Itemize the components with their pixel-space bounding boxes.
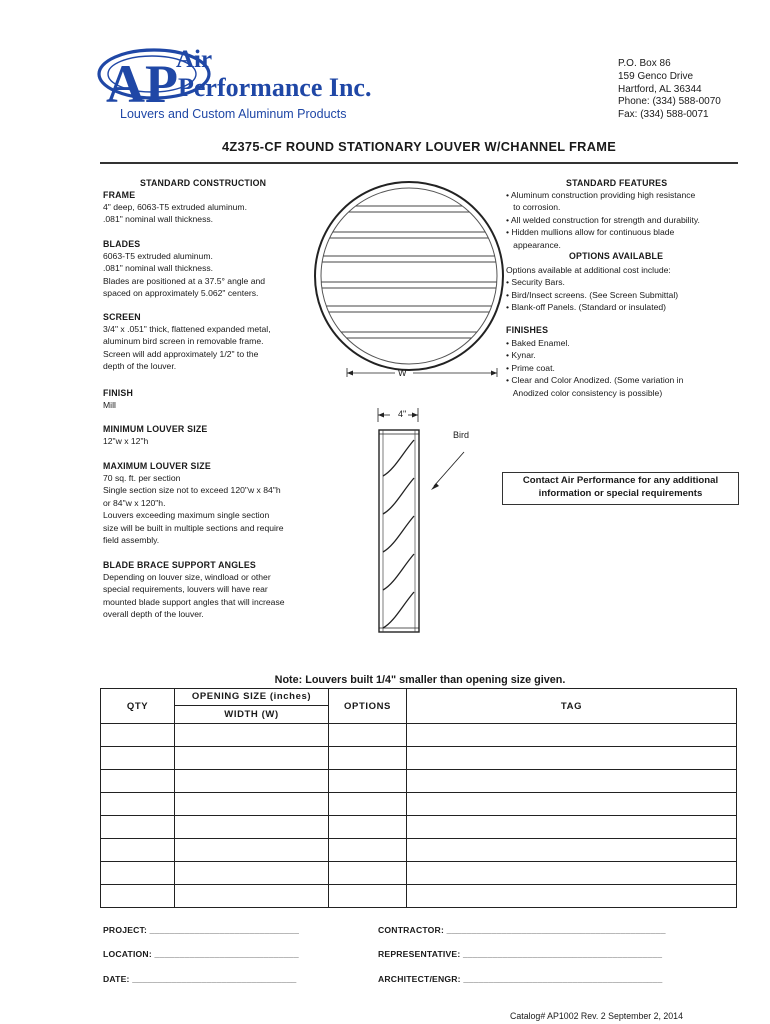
project-field[interactable]: PROJECT: ______________________________ [103,925,300,935]
depth-dimension-label: 4" [398,409,407,419]
max-size-line: or 84"w x 120"h. [103,497,166,508]
blades-line: .081" nominal wall thickness. [103,263,214,274]
logo-monogram: AP [106,54,178,114]
size-note: Note: Louvers built 1/4" smaller than opening size given. [274,674,566,686]
max-size-line: field assembly. [103,535,160,546]
company-name-line1: Air [176,46,213,73]
finish-option-line: • Kynar. [506,350,536,361]
contractor-field[interactable]: CONTRACTOR: ____________________________________________ [378,925,666,935]
standard-features-list [506,189,700,251]
louver-front-view [310,176,510,386]
contact-line: Contact Air Performance for any additional [522,475,719,486]
width-label: WIDTH (W) [224,709,279,720]
options-header: OPTIONS [329,689,407,724]
width-cell[interactable] [175,747,329,770]
options-cell[interactable] [329,770,407,793]
width-cell[interactable] [175,862,329,885]
catalog-number: Catalog# AP1002 Rev. 2 September 2, 2014 [510,1011,683,1021]
tag-cell[interactable] [407,885,737,908]
blades-line: Blades are positioned at a 37.5° angle and [103,275,266,286]
finish-option-line: Anodized color consistency is possible) [506,387,663,398]
tag-cell[interactable] [407,862,737,885]
company-name-line2: Performance Inc. [178,73,372,102]
po-box: P.O. Box 86 [618,58,671,69]
width-cell[interactable] [175,885,329,908]
order-table [100,688,737,908]
width-cell[interactable] [175,724,329,747]
title-rule [100,162,738,164]
bird-screen-label: Bird [453,430,470,440]
min-size-section [103,424,207,447]
max-size-line: 70 sq. ft. per section [103,473,181,483]
qty-cell[interactable] [101,839,175,862]
blade-brace-line: overall depth of the louver. [103,609,204,620]
table-header-row [101,689,737,724]
tag-cell[interactable] [407,770,737,793]
max-size-heading: MAXIMUM LOUVER SIZE [103,461,211,471]
fax: Fax: (334) 588-0071 [618,109,709,121]
option-line: Options available at additional cost include: [506,265,671,275]
tag-cell[interactable] [407,839,737,862]
options-cell[interactable] [329,793,407,816]
max-size-section [103,461,284,546]
max-size-line: size will be built in multiple sections and require [103,522,284,533]
blades-line: 6063-T5 extruded aluminum. [103,251,213,261]
blades-section [103,239,265,300]
representative-field[interactable]: REPRESENTATIVE: ________________________________________ [378,949,663,959]
options-cell[interactable] [329,724,407,747]
company-logo [96,44,386,126]
table-row[interactable] [101,724,737,747]
finish-option-line: • Baked Enamel. [506,338,570,348]
qty-cell[interactable] [101,816,175,839]
standard-construction-heading: STANDARD CONSTRUCTION [140,178,267,188]
options-cell[interactable] [329,885,407,908]
architect-field[interactable]: ARCHITECT/ENGR: ________________________________________ [378,974,663,984]
width-cell[interactable] [175,770,329,793]
frame-heading: FRAME [103,190,136,200]
table-row[interactable] [101,839,737,862]
max-size-line: Single section size not to exceed 120"w x 84"h [103,485,281,496]
option-line: • Security Bars. [506,277,565,288]
feature-line: to corrosion. [506,202,561,213]
city: Hartford, AL 36344 [618,83,702,95]
frame-line: 4" deep, 6063-T5 extruded aluminum. [103,202,247,212]
screen-line: Screen will add approximately 1/2" to the [103,348,259,359]
screen-line: aluminum bird screen in removable frame. [103,336,264,347]
width-cell[interactable] [175,816,329,839]
finish-option-line: • Prime coat. [506,362,555,373]
screen-heading: SCREEN [103,312,141,322]
min-size-line: 12"w x 12"h [103,436,149,446]
qty-cell[interactable] [101,862,175,885]
qty-cell[interactable] [101,724,175,747]
options-cell[interactable] [329,816,407,839]
page-title: 4Z375-CF ROUND STATIONARY LOUVER W/CHANNEL FRAME [221,139,617,154]
company-tagline: Louvers and Custom Aluminum Products [120,107,347,121]
address-block [618,58,721,122]
street: 159 Genco Drive [618,70,694,82]
table-row[interactable] [101,816,737,839]
blades-heading: BLADES [103,239,141,249]
qty-cell[interactable] [101,770,175,793]
finish-option-line: • Clear and Color Anodized. (Some variation in [506,375,684,386]
contact-box [502,472,739,505]
feature-line: • Hidden mullions allow for continuous blade [506,227,675,238]
finish-heading: FINISH [103,388,134,398]
blade-brace-line: mounted blade support angles that will increase [103,596,285,607]
screen-section [103,312,271,373]
finishes-list [506,337,683,399]
option-line: • Bird/Insect screens. (See Screen Submittal) [506,289,679,300]
options-heading: OPTIONS AVAILABLE [569,251,664,261]
table-row[interactable] [101,770,737,793]
frame-section [103,190,247,226]
qty-cell[interactable] [101,793,175,816]
table-row[interactable] [101,747,737,770]
finishes-heading: FINISHES [506,325,549,335]
options-cell[interactable] [329,839,407,862]
feature-line: • Aluminum construction providing high resistance [506,190,696,200]
blade-brace-heading: BLADE BRACE SUPPORT ANGLES [103,560,256,570]
table-row[interactable] [101,793,737,816]
options-list [506,264,678,314]
tag-header: TAG [407,689,737,724]
location-field[interactable]: LOCATION: _____________________________ [103,949,299,959]
min-size-heading: MINIMUM LOUVER SIZE [103,424,208,434]
contact-line: information or special requirements [538,488,703,499]
qty-cell[interactable] [101,747,175,770]
blade-brace-line: special requirements, louvers will have rear [103,584,268,595]
feature-line: • All welded construction for strength and durability. [506,214,700,225]
finish-line: Mill [103,400,116,410]
phone: Phone: (334) 588-0070 [618,96,721,108]
opening-size-label: OPENING SIZE (inches) [175,689,328,706]
screen-line: 3/4" x .051" thick, flattened expanded metal, [103,324,271,334]
options-cell[interactable] [329,747,407,770]
tag-cell[interactable] [407,793,737,816]
feature-line: appearance. [506,239,561,250]
option-line: • Blank-off Panels. (Standard or insulated) [506,302,667,313]
opening-size-header [175,689,329,724]
qty-cell[interactable] [101,885,175,908]
blade-brace-line: Depending on louver size, windload or other [103,572,271,582]
tag-cell[interactable] [407,816,737,839]
date-field[interactable]: DATE: _________________________________ [103,974,297,984]
tag-cell[interactable] [407,724,737,747]
width-cell[interactable] [175,839,329,862]
table-row[interactable] [101,862,737,885]
qty-header: QTY [101,689,175,724]
table-row[interactable] [101,885,737,908]
finish-section [103,388,133,411]
width-dimension-label: W [398,368,407,378]
standard-features-heading: STANDARD FEATURES [566,178,668,188]
screen-line: depth of the louver. [103,361,177,372]
frame-line: .081" nominal wall thickness. [103,214,214,225]
options-cell[interactable] [329,862,407,885]
max-size-line: Louvers exceeding maximum single section [103,510,270,521]
tag-cell[interactable] [407,747,737,770]
width-cell[interactable] [175,793,329,816]
blade-brace-section [103,560,285,621]
blades-line: spaced on approximately 5.062" centers. [103,288,259,299]
